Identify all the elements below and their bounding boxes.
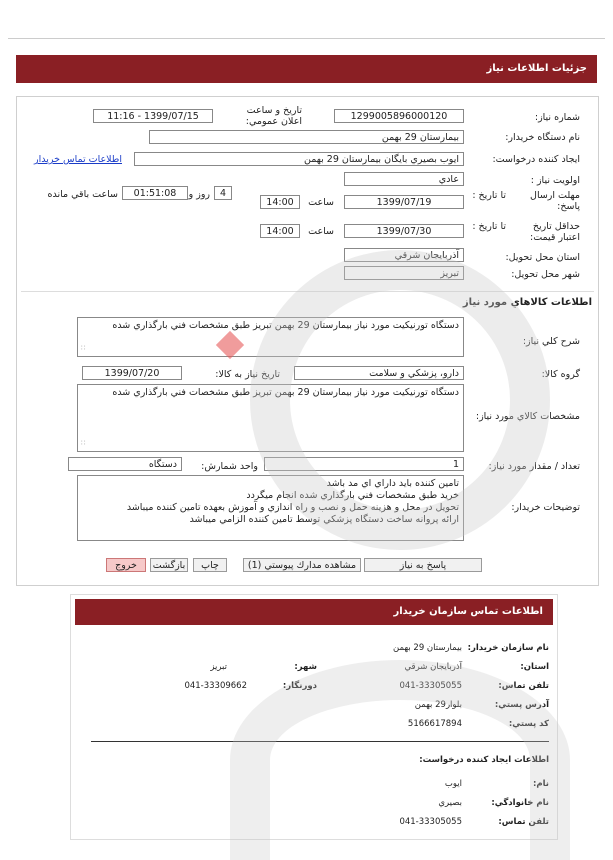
- city-value: تبريز: [210, 662, 227, 672]
- buyer-field[interactable]: بيمارستان 29 بهمن: [149, 130, 464, 144]
- creator-phone-value: 041-33305055: [399, 817, 462, 827]
- resize-grip-icon[interactable]: ∷: [81, 344, 86, 352]
- contact-divider: [91, 741, 549, 742]
- resize-grip-icon[interactable]: ∷: [81, 439, 86, 447]
- deadline-to-date-label: تا تاريخ :: [472, 190, 506, 201]
- fax-label: دورنگار:: [282, 681, 317, 691]
- remaining-time-label: ساعت باقي مانده: [47, 189, 118, 200]
- goods-section-title: اطلاعات كالاهاي مورد نياز: [462, 297, 592, 308]
- org-value: بيمارستان 29 بهمن: [393, 643, 462, 653]
- last-name-label: نام خانوادگي:: [491, 798, 549, 808]
- unit-field[interactable]: دستگاه: [68, 457, 182, 471]
- first-name-label: نام:: [532, 779, 549, 789]
- need-date-field[interactable]: 1399/07/20: [82, 366, 182, 380]
- qty-field[interactable]: 1: [264, 457, 464, 471]
- remaining-days-field: 4: [214, 186, 232, 200]
- spec-text: دستگاه تورنيكيت مورد نياز بيمارستان 29 بهمن تبريز طبق مشخصات فني بارگذاري شده: [112, 387, 459, 398]
- spec-textarea[interactable]: [77, 384, 464, 452]
- need-details-panel: [16, 96, 599, 586]
- spec-label: مشخصات كالاي مورد نياز:: [475, 411, 580, 422]
- validity-label: حداقل تاريخ اعتبار قيمت:: [530, 221, 580, 243]
- note-line: تحويل در محل و هزينه حمل و نصب و راه اندازي و آموزش بعهده تامين كننده ميباشد: [126, 502, 459, 513]
- group-field[interactable]: دارو، پزشكي و سلامت: [294, 366, 464, 380]
- deadline-label: مهلت ارسال پاسخ:: [530, 190, 580, 212]
- print-button[interactable]: چاپ: [193, 558, 227, 572]
- validity-to-date-label: تا تاريخ :: [472, 221, 506, 232]
- postal-label: كد پستي:: [508, 719, 549, 729]
- note-line: خريد طبق مشخصات فني بارگذاري شده انجام ميگردد: [246, 490, 459, 501]
- city-label: شهر:: [294, 662, 317, 672]
- qty-label: تعداد / مقدار مورد نياز:: [488, 461, 580, 472]
- back-button[interactable]: بازگشت: [150, 558, 188, 572]
- announce-field[interactable]: 1399/07/15 - 11:16: [93, 109, 213, 123]
- address-label: آدرس پستي:: [494, 700, 549, 710]
- last-name-value: بصيري: [438, 798, 462, 808]
- creator-section-title: اطلاعات ايجاد كننده درخواست:: [419, 755, 549, 765]
- need-number-field[interactable]: 1299005896000120: [334, 109, 464, 123]
- priority-label: اولويت نياز :: [530, 175, 580, 186]
- need-date-label: تاريخ نياز به كالا:: [215, 369, 280, 380]
- summary-label: شرح كلي نياز:: [522, 336, 580, 347]
- need-number-label: شماره نياز:: [534, 112, 580, 123]
- fax-value: 041-33309662: [184, 681, 247, 691]
- summary-text: دستگاه تورنيكيت مورد نياز بيمارستان 29 بهمن تبريز طبق مشخصات فني بارگذاري شده: [112, 320, 459, 331]
- deadline-date-field[interactable]: 1399/07/19: [344, 195, 464, 209]
- summary-textarea[interactable]: [77, 317, 464, 357]
- creator-label: ايجاد كننده درخواست:: [492, 154, 580, 165]
- group-label: گروه كالا:: [541, 369, 580, 380]
- deadline-time-field[interactable]: 14:00: [260, 195, 300, 209]
- note-line: ارائه پروانه ساخت دستگاه پزشكي توسط تامين كننده الزامي ميباشد: [189, 514, 459, 525]
- buyer-contact-link[interactable]: اطلاعات تماس خريدار: [33, 154, 122, 165]
- top-divider: [8, 38, 605, 39]
- address-value: بلوار29 بهمن: [414, 700, 462, 710]
- notes-textarea[interactable]: [77, 475, 464, 541]
- creator-phone-label: تلفن تماس:: [498, 817, 549, 827]
- page-title: جزئيات اطلاعات نياز: [486, 63, 587, 74]
- validity-time-label: ساعت: [308, 226, 334, 237]
- phone-label: تلفن تماس:: [498, 681, 549, 691]
- validity-date-field[interactable]: 1399/07/30: [344, 224, 464, 238]
- postal-value: 5166617894: [407, 719, 462, 729]
- section-divider: [21, 291, 594, 292]
- remaining-time-field: 01:51:08: [122, 186, 188, 200]
- view-attachments-button[interactable]: مشاهده مدارك پيوستي (1): [243, 558, 361, 572]
- province-label: استان محل تحويل:: [505, 252, 580, 263]
- note-line: تامين كننده بايد داراي اي مد باشد: [326, 478, 459, 489]
- org-label: نام سازمان خريدار:: [467, 643, 549, 653]
- province-field[interactable]: آذربايجان شرقي: [344, 248, 464, 262]
- first-name-value: ايوب: [444, 779, 462, 789]
- priority-field[interactable]: عادي: [344, 172, 464, 186]
- province-label: استان:: [520, 662, 549, 672]
- buyer-label: نام دستگاه خريدار:: [505, 132, 580, 143]
- announce-label: تاريخ و ساعت اعلان عمومي:: [245, 105, 302, 127]
- phone-value: 041-33305055: [399, 681, 462, 691]
- reply-button[interactable]: پاسخ به نياز: [364, 558, 482, 572]
- city-field[interactable]: تبريز: [344, 266, 464, 280]
- contact-title: اطلاعات تماس سازمان خريدار: [393, 606, 543, 617]
- creator-field[interactable]: ايوب بصيري بايگان بيمارستان 29 بهمن: [134, 152, 464, 166]
- city-label: شهر محل تحويل:: [511, 269, 580, 280]
- validity-time-field[interactable]: 14:00: [260, 224, 300, 238]
- contact-header: [75, 599, 553, 625]
- unit-label: واحد شمارش:: [201, 461, 258, 472]
- notes-label: توضيحات خريدار:: [511, 502, 580, 513]
- page-header: [16, 55, 597, 83]
- province-value: آذربايجان شرقي: [404, 662, 462, 672]
- remaining-days-label: روز و: [188, 189, 210, 200]
- buyer-contact-panel: [70, 594, 558, 840]
- deadline-time-label: ساعت: [308, 197, 334, 208]
- exit-button[interactable]: خروج: [106, 558, 146, 572]
